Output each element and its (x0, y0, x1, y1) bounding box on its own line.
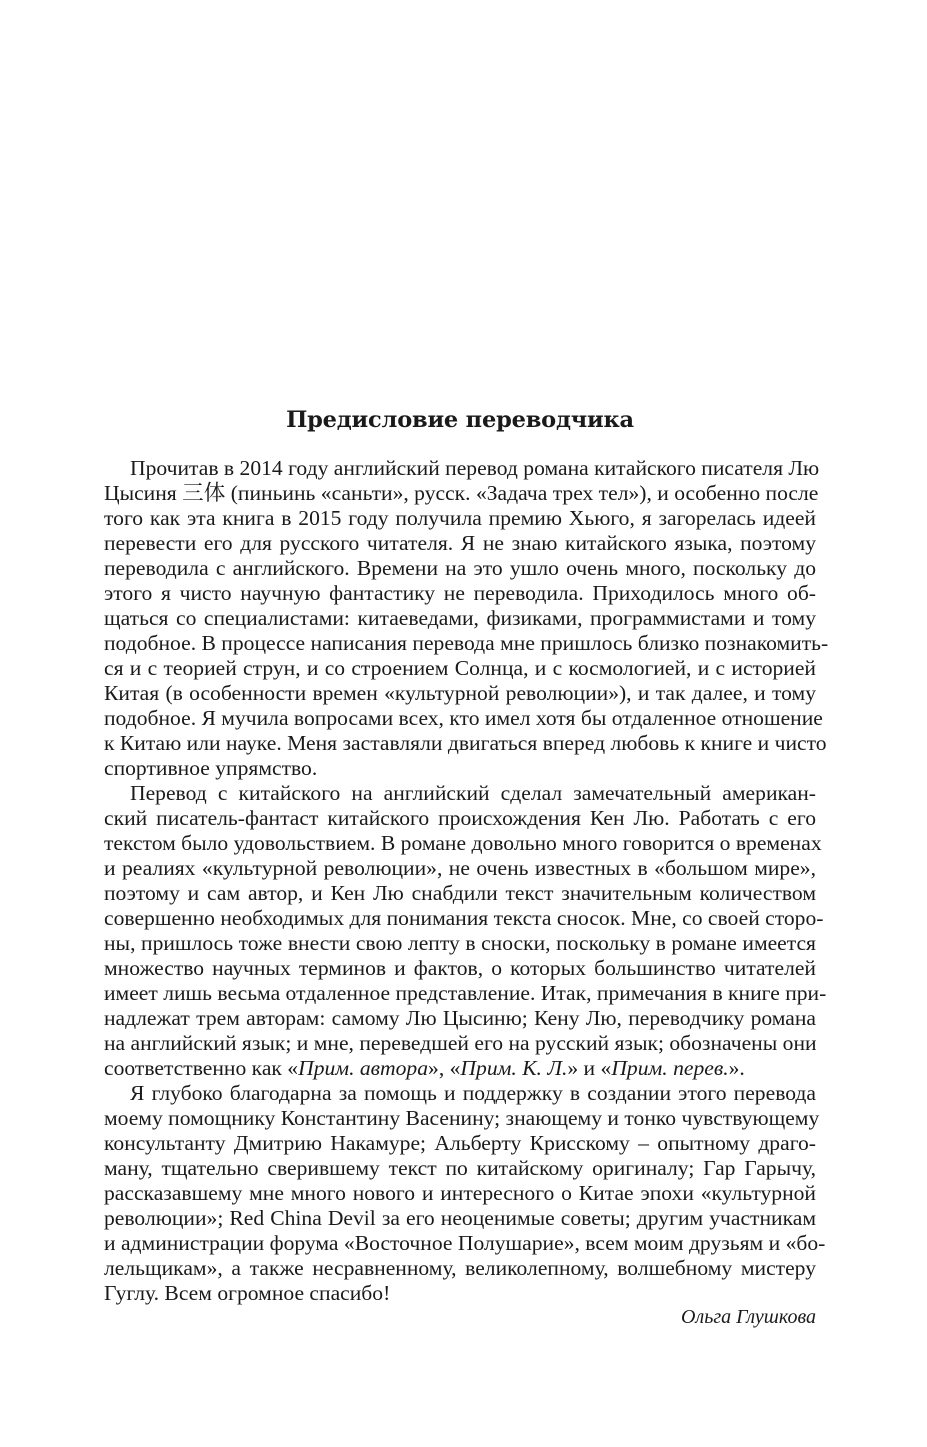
text-line: имеет лишь весьма отдаленное представление. Итак, примечания в книге при- (104, 981, 827, 1005)
text-line: того как эта книга в 2015 году получила премию Хьюго, я загорелась идеей (104, 506, 816, 530)
text-line: Прочитав в 2014 году английский перевод романа китайского писателя Лю (130, 456, 820, 480)
text-line: перевести его для русского читателя. Я не знаю китайского языка, поэтому (104, 531, 816, 555)
text-run: ». (728, 1056, 745, 1080)
paragraph-3 (104, 1081, 826, 1306)
paragraph-1 (104, 456, 829, 781)
text-line: моему помощнику Константину Васенину; знающему и тонко чувствующему (104, 1106, 820, 1130)
note-label-translator: Прим. перев. (611, 1056, 729, 1080)
text-line: к Китаю или науке. Меня заставляли двигаться вперед любовь к книге и чисто (104, 731, 827, 755)
text-line: и администрации форума «Восточное Полушарие», всем моим друзьям и «бо- (104, 1231, 826, 1255)
text-line: консультанту Дмитрию Накамуре; Альберту Крисскому – опытному драго- (104, 1131, 816, 1155)
text-run: », « (428, 1056, 461, 1080)
text-line: Перевод с китайского на английский сделал замечательный американ- (130, 781, 816, 805)
preface-body (104, 456, 829, 1306)
text-line: подобное. Я мучила вопросами всех, кто имел хотя бы отдаленное отношение (104, 706, 823, 730)
author-signature: Ольга Глушкова (681, 1306, 816, 1328)
text-line: надлежат трем авторам: самому Лю Цысиню; Кену Лю, переводчику романа (104, 1006, 816, 1030)
text-line: на английский язык; и мне, переведшей его на русский язык; обозначены они (104, 1031, 817, 1055)
text-run: соответственно как « (104, 1056, 299, 1080)
text-line: ману, тщательно сверившему текст по китайскому оригиналу; Гар Гарычу, (104, 1156, 816, 1180)
paragraph-2 (104, 781, 827, 1081)
text-line: и реалиях «культурной революции», не очень известных в «большом мире», (104, 856, 816, 880)
text-line: ся и с теорией струн, и со строением Солнца, и с космологией, и с историей (104, 656, 816, 680)
text-line: спортивное упрямство. (104, 756, 318, 780)
text-line: ский писатель-фантаст китайского происхождения Кен Лю. Работать с его (104, 806, 816, 830)
text-run: » и « (567, 1056, 612, 1080)
page-title: Предисловие переводчика (286, 407, 634, 433)
text-line: ны, пришлось тоже внести свою лепту в сноски, поскольку в романе имеется (104, 931, 816, 955)
text-line: Гуглу. Всем огромное спасибо! (104, 1281, 391, 1305)
text-line: Китая (в особенности времен «культурной революции»), и так далее, и тому (104, 681, 816, 705)
text-line: этого я чисто научную фантастику не переводила. Приходилось много об- (104, 581, 816, 605)
text-line: рассказавшему мне много нового и интересного о Китае эпохи «культурной (104, 1181, 816, 1205)
text-line: текстом было удовольствием. В романе довольно много говорится о временах (104, 831, 822, 855)
text-line: переводила с английского. Времени на это ушло очень много, поскольку до (104, 556, 816, 580)
note-label-ken-liu: Прим. К. Л. (460, 1056, 568, 1080)
text-line: лельщикам», а также несравненному, великолепному, волшебному мистеру (104, 1256, 816, 1280)
text-line: революции»; Red China Devil за его неоценимые советы; другим участникам (104, 1206, 816, 1230)
text-line: Я глубоко благодарна за помощь и поддержку в создании этого перевода (130, 1081, 816, 1105)
text-line: щаться со специалистами: китаеведами, физиками, программистами и тому (104, 606, 816, 630)
text-line: подобное. В процессе написания перевода мне пришлось близко познакомить- (104, 631, 829, 655)
text-line: совершенно необходимых для понимания текста сносок. Мне, со своей сторо- (104, 906, 824, 930)
text-line-notes (104, 1056, 816, 1081)
text-line: поэтому и сам автор, и Кен Лю снабдили текст значительным количеством (104, 881, 816, 905)
note-label-author: Прим. автора (298, 1056, 429, 1080)
text-line: множество научных терминов и фактов, о которых большинство читателей (104, 956, 816, 980)
text-line: Цысиня 三体 (пиньинь «саньти», русск. «Задача трех тел»), и особенно после (104, 481, 819, 505)
